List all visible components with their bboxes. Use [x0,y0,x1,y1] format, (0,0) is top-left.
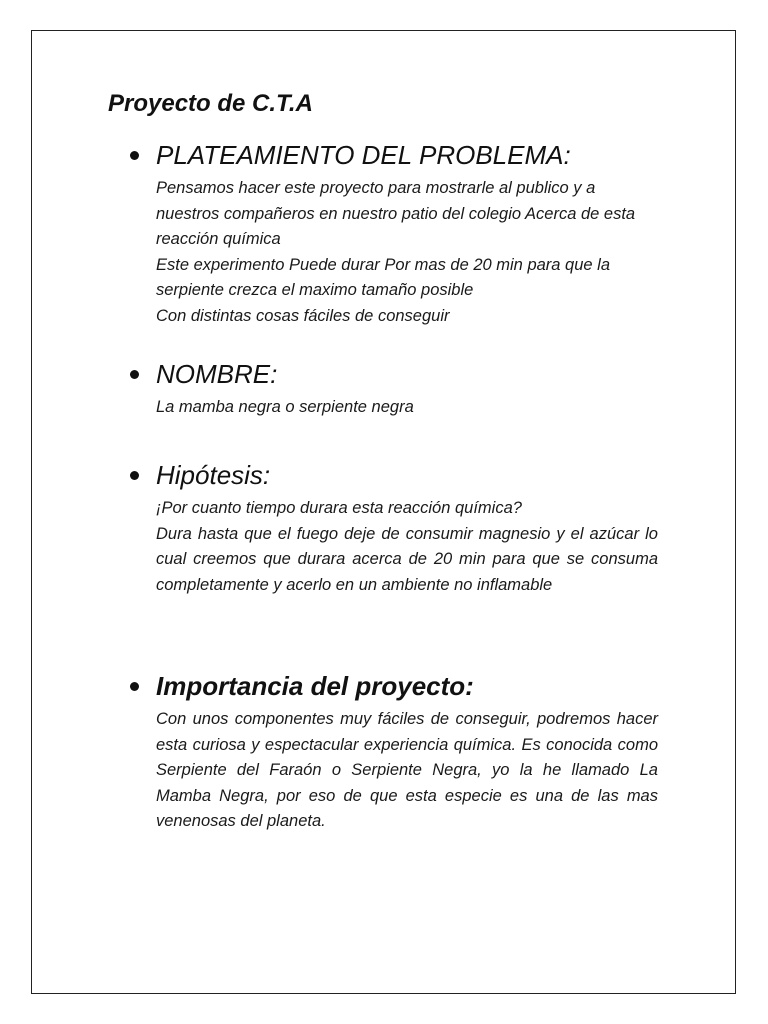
bullet-icon [130,682,139,691]
section-body-importancia [156,707,658,835]
section-hipotesis [130,458,660,598]
paragraph: Con unos componentes muy fáciles de conseguir, podremos hacer esta curiosa y espectacular experiencia química. Es conocida como Serpiente del Faraón o Serpiente Negra, yo la he llamado La Mamba Negra, por eso de que esta especie es una de las mas venenosas del planeta. [156,710,658,830]
bullet-icon [130,151,139,160]
paragraph: Este experimento Puede durar Por mas de 20 min para que la serpiente crezca el maximo tamaño posible [156,255,611,299]
bullet-icon [130,370,139,379]
section-heading-importancia: Importancia del proyecto: [156,671,474,701]
section-heading-hipotesis: Hipótesis: [156,460,271,490]
section-body-planteamiento [156,176,658,329]
document-title: Proyecto de C.T.A [108,90,313,117]
section-nombre [130,357,660,421]
section-body-nombre [156,395,658,421]
paragraph: La mamba negra o serpiente negra [156,398,414,416]
paragraph: Dura hasta que el fuego deje de consumir magnesio y el azúcar lo cual creemos que durara acerca de 20 min para que se consuma completamente y acerlo en un ambiente no inflamable [156,524,658,594]
bullet-icon [130,471,139,480]
section-body-hipotesis [156,496,658,598]
paragraph: ¡Por cuanto tiempo durara esta reacción química? [156,499,522,517]
section-heading-planteamiento: PLATEAMIENTO DEL PROBLEMA: [156,140,571,170]
section-importancia [130,669,660,835]
section-planteamiento [130,138,660,329]
paragraph: Con distintas cosas fáciles de conseguir [156,306,450,325]
paragraph: Pensamos hacer este proyecto para mostrarle al publico y a nuestros compañeros en nuestro patio del colegio Acerca de esta reacción química [156,179,636,248]
section-heading-nombre: NOMBRE: [156,359,278,389]
